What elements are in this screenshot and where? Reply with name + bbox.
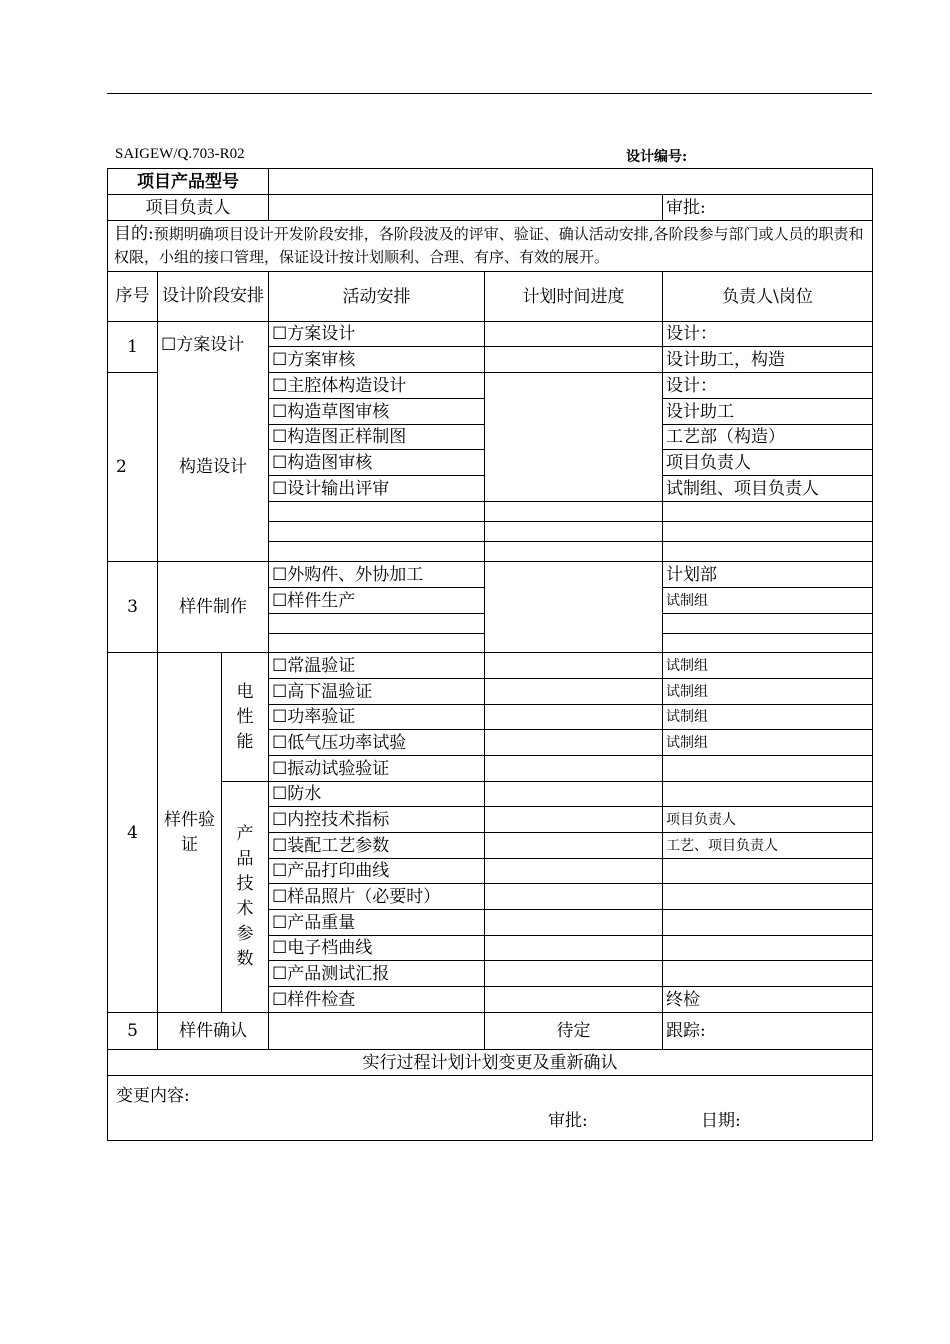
activity-cell[interactable]: ☐ 内控技术指标: [269, 807, 485, 833]
schedule-cell[interactable]: [485, 859, 663, 884]
owner-cell: 试制组: [663, 730, 873, 756]
owner-cell: 工艺、项目负责人: [663, 833, 873, 859]
stage-3-number: 3: [108, 562, 158, 653]
schedule-cell[interactable]: [485, 502, 663, 522]
checkbox-icon: [272, 964, 287, 984]
checkbox-icon: [272, 861, 287, 881]
checkbox-icon: [272, 682, 287, 702]
activity-cell[interactable]: ☐ 低气压功率试验: [269, 730, 485, 756]
stage-3-name: 样件制作: [158, 562, 269, 653]
checkbox-icon: [272, 324, 287, 344]
schedule-cell[interactable]: [485, 756, 663, 782]
checkbox-icon: [272, 350, 287, 370]
owner-cell: 设计助工，构造: [663, 347, 873, 373]
checkbox-icon: [272, 990, 287, 1010]
checkbox-icon: [272, 376, 287, 396]
owner-cell: 工艺部（构造）: [663, 425, 873, 450]
schedule-cell[interactable]: [485, 322, 663, 347]
design-plan-form: [107, 168, 873, 1141]
owner-cell: 计划部: [663, 562, 873, 588]
stage-2-number: 2: [108, 373, 158, 562]
approval-label: 审批:: [666, 197, 706, 218]
change-date-label: 日期:: [701, 1111, 741, 1131]
activity-cell[interactable]: ☐ 产品测试汇报: [269, 961, 485, 987]
col-header-activity: 活动安排: [269, 272, 485, 322]
schedule-cell[interactable]: [485, 730, 663, 756]
activity-cell[interactable]: ☐ 设计输出评审: [269, 476, 485, 502]
change-approval-label: 审批:: [548, 1111, 588, 1131]
change-content-area[interactable]: [108, 1076, 873, 1141]
schedule-cell[interactable]: [485, 562, 663, 653]
activity-cell[interactable]: ☐ 功率验证: [269, 705, 485, 730]
owner-cell: 设计助工: [663, 399, 873, 425]
checkbox-icon: [272, 656, 287, 676]
activity-cell[interactable]: ☐ 防水: [269, 782, 485, 807]
stage-5-schedule: 待定: [485, 1013, 663, 1050]
project-model-label: 项目产品型号: [108, 169, 269, 195]
owner-cell: 试制组: [663, 588, 873, 614]
owner-cell: 试制组: [663, 679, 873, 705]
schedule-cell[interactable]: [485, 910, 663, 936]
stage-5-owner: 跟踪:: [663, 1013, 873, 1050]
owner-cell: [663, 936, 873, 961]
owner-cell: [663, 634, 873, 653]
activity-cell[interactable]: ☐ 主腔体构造设计: [269, 373, 485, 399]
checkbox-icon: [272, 759, 287, 779]
activity-cell[interactable]: [269, 634, 485, 653]
change-content-label: 变更内容:: [116, 1086, 190, 1106]
design-number-label: 设计编号:: [626, 149, 688, 165]
owner-cell: 设计：: [663, 322, 873, 347]
checkbox-icon: [272, 479, 287, 499]
project-lead-field[interactable]: [269, 195, 663, 221]
owner-cell: [663, 910, 873, 936]
owner-cell: 试制组: [663, 705, 873, 730]
checkbox-icon: [272, 565, 287, 585]
stage-5-name: 样件确认: [158, 1013, 269, 1050]
activity-cell[interactable]: ☐ 振动试验验证: [269, 756, 485, 782]
activity-cell[interactable]: ☐ 样品照片（必要时）: [269, 884, 485, 910]
schedule-cell[interactable]: [485, 705, 663, 730]
approval-field[interactable]: [663, 195, 873, 221]
stage-5-number: 5: [108, 1013, 158, 1050]
checkbox-icon: [272, 707, 287, 727]
activity-cell[interactable]: ☐ 电子档曲线: [269, 936, 485, 961]
owner-cell: 试制组: [663, 653, 873, 679]
col-header-seq: 序号: [108, 272, 158, 322]
activity-cell[interactable]: ☐ 构造图审核: [269, 450, 485, 476]
activity-cell[interactable]: ☐ 构造图正样制图: [269, 425, 485, 450]
activity-cell[interactable]: ☐ 样件检查: [269, 987, 485, 1013]
stage-1-name: ☐方案设计: [158, 322, 269, 373]
owner-cell: 终检: [663, 987, 873, 1013]
sub-tech-label: 产品技术参数: [222, 782, 269, 1013]
stage-1-number: 1: [108, 322, 158, 373]
schedule-cell[interactable]: [485, 373, 663, 502]
checkbox-icon: [272, 591, 287, 611]
activity-cell[interactable]: [269, 502, 485, 522]
activity-cell[interactable]: [269, 542, 485, 562]
owner-cell: [663, 859, 873, 884]
schedule-cell[interactable]: [485, 833, 663, 859]
schedule-cell[interactable]: [485, 653, 663, 679]
stage-4-name: 样件验证: [158, 653, 222, 1013]
owner-cell: [663, 614, 873, 634]
checkbox-icon: [272, 887, 287, 907]
activity-cell[interactable]: ☐ 构造草图审核: [269, 399, 485, 425]
schedule-cell[interactable]: [485, 807, 663, 833]
schedule-cell[interactable]: [485, 936, 663, 961]
activity-cell[interactable]: ☐ 样件生产: [269, 588, 485, 614]
owner-cell: [663, 522, 873, 542]
owner-cell: [663, 502, 873, 522]
activity-cell[interactable]: ☐ 常温验证: [269, 653, 485, 679]
sub-electrical-label: 电性能: [222, 653, 269, 782]
purpose-text: 目的:预期明确项目设计开发阶段安排，各阶段波及的评审、验证、确认活动安排,各阶段参与部门或人员的职责和权限，小组的接口管理，保证设计按计划顺利、合理、有序、有效的展开。: [108, 221, 873, 272]
checkbox-icon: [272, 938, 287, 958]
owner-cell: 设计：: [663, 373, 873, 399]
owner-cell: [663, 884, 873, 910]
schedule-cell[interactable]: [485, 542, 663, 562]
checkbox-icon: [272, 453, 287, 473]
activity-cell[interactable]: ☐ 外购件、外协加工: [269, 562, 485, 588]
activity-cell[interactable]: ☐ 产品重量: [269, 910, 485, 936]
checkbox-icon: [272, 810, 287, 830]
checkbox-icon: [272, 427, 287, 447]
schedule-cell[interactable]: [485, 522, 663, 542]
col-header-stage: 设计阶段安排: [158, 272, 269, 322]
checkbox-icon: [272, 733, 287, 753]
header-rule: [107, 93, 872, 94]
schedule-cell[interactable]: [485, 679, 663, 705]
schedule-cell[interactable]: [485, 884, 663, 910]
activity-cell[interactable]: [269, 1013, 485, 1050]
owner-cell: [663, 782, 873, 807]
activity-cell[interactable]: ☐ 高下温验证: [269, 679, 485, 705]
schedule-cell[interactable]: [485, 961, 663, 987]
owner-cell: 项目负责人: [663, 807, 873, 833]
owner-cell: 试制组、项目负责人: [663, 476, 873, 502]
project-model-field[interactable]: [269, 169, 873, 195]
document-number: SAIGEW/Q.703-R02: [115, 146, 245, 162]
checkbox-icon: [272, 913, 287, 933]
schedule-cell[interactable]: [485, 347, 663, 373]
project-lead-label: 项目负责人: [108, 195, 269, 221]
activity-cell[interactable]: ☐ 产品打印曲线: [269, 859, 485, 884]
col-header-owner: 负责人\岗位: [663, 272, 873, 322]
activity-cell[interactable]: [269, 522, 485, 542]
change-section-title: 实行过程计划计划变更及重新确认: [108, 1050, 873, 1076]
schedule-cell[interactable]: [485, 782, 663, 807]
checkbox-icon: [272, 402, 287, 422]
owner-cell: [663, 756, 873, 782]
activity-cell[interactable]: ☐ 装配工艺参数: [269, 833, 485, 859]
owner-cell: [663, 961, 873, 987]
activity-cell[interactable]: [269, 614, 485, 634]
stage-4-number: 4: [108, 653, 158, 1013]
schedule-cell[interactable]: [485, 987, 663, 1013]
stage-2-name: 构造设计: [158, 373, 269, 562]
col-header-schedule: 计划时间进度: [485, 272, 663, 322]
activity-cell[interactable]: ☐ 方案审核: [269, 347, 485, 373]
owner-cell: 项目负责人: [663, 450, 873, 476]
activity-cell[interactable]: ☐ 方案设计: [269, 322, 485, 347]
checkbox-icon: [272, 836, 287, 856]
owner-cell: [663, 542, 873, 562]
checkbox-icon: [272, 784, 287, 804]
